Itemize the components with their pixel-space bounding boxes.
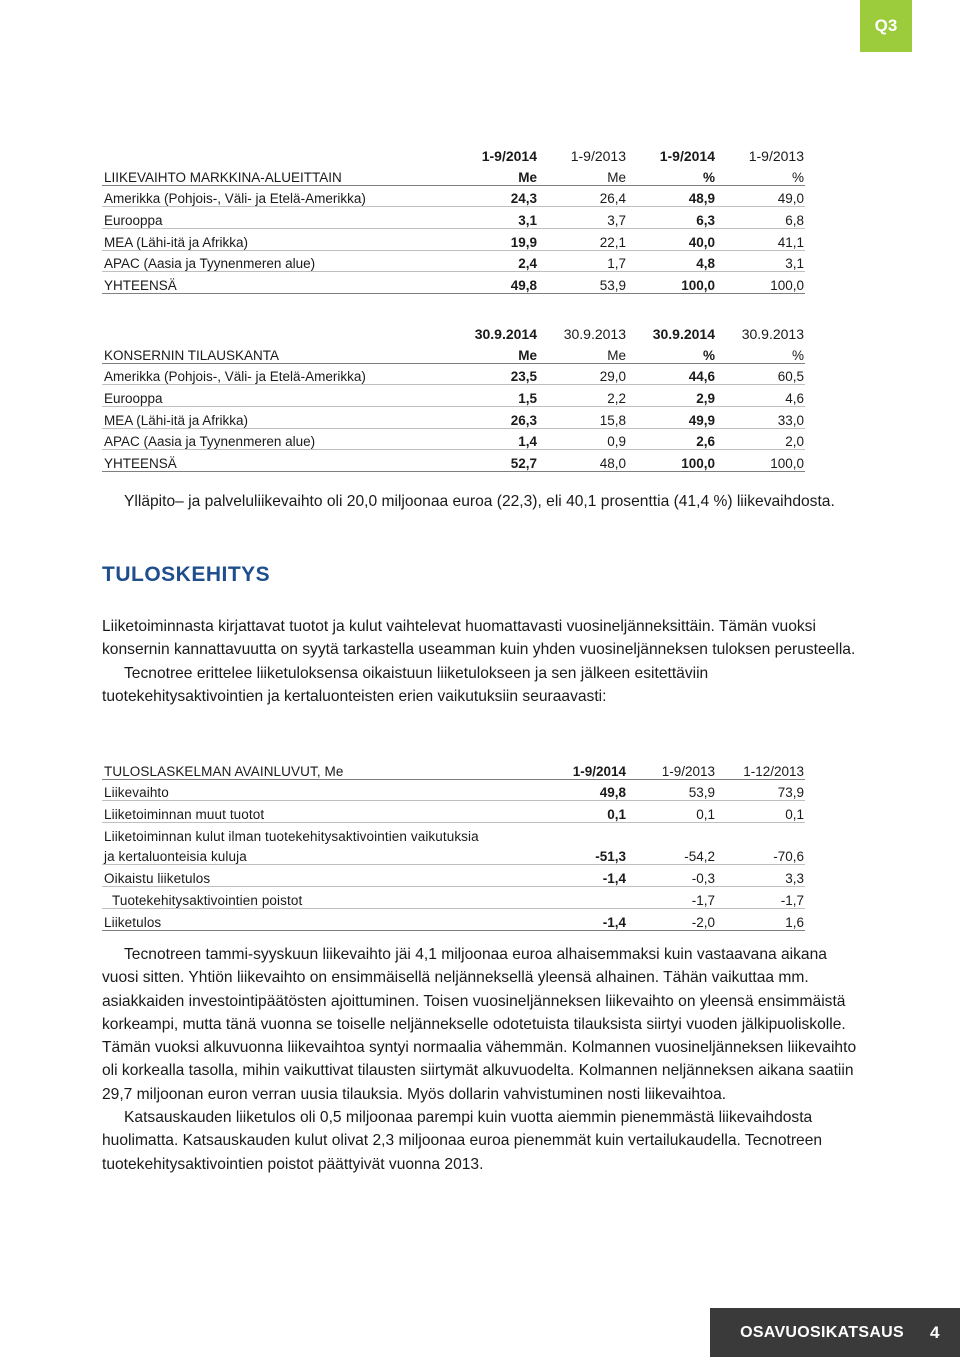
- revenue-paragraph: Tecnotreen tammi-syyskuun liikevaihto jäi 4,1 miljoonaa euroa alhaisemmaksi kuin vastaavana aikana vuosi sitten. Yhtiön liikevaihto on ensimmäisellä neljänneksellä yleensä alhainen. Tähän vaikuttaa mm. asiakkaiden investointipäätösten ajoittuminen. Toisen vuosineljänneksen liikevaihto on yleensä ensimmäistä korkeampi, mutta tänä vuonna se toiselle neljännekselle odotetuista tilauksista siirtyi vuoden jälkipuoliskolle. Tämän vuoksi alkuvuonna liikevaihtoa syntyi normaalia vähemmän. Kolmannen vuosineljänneksen liikevaihto oli korkealla tasolla, mihin vaikuttivat tilausten siirtymät alkuvuodelta. Kolmannen neljänneksen aikana saatiin 29,7 miljoonan euron verran uusia tilauksia. Myös dollarin vahvistuminen nosti liikevaihtoa. Katsauskauden liiketulos oli 0,5 miljoonaa parempi kuin vuotta aiemmin pienemmästä liikevaihdosta huolimatta. Katsauskauden kulut olivat 2,3 miljoonaa euroa pienemmät kuin vertailukaudella. Tecnotreen tuotekehitysaktivointien poistot päättyivät vuonna 2013.: [102, 946, 857, 1173]
- revenue-by-market-table: [102, 142, 805, 294]
- page-number: 4: [930, 1322, 940, 1342]
- table-row: MEA (Lähi-itä ja Afrikka) 19,9 22,1 40,0 41,1: [102, 229, 805, 251]
- income-statement-table: [102, 758, 805, 931]
- table-row: Liiketoiminnan kulut ilman tuotekehitysaktivointien vaikutuksia: [104, 828, 479, 844]
- table-row: Tuotekehitysaktivointien poistot -1,7 -1,7: [102, 887, 805, 909]
- table-title: TULOSLASKELMAN AVAINLUVUT, Me: [104, 763, 344, 779]
- table-header-row: LIIKEVAIHTO MARKKINA-ALUEITTAIN Me Me % %: [102, 164, 805, 186]
- table-period-row: 1-9/2014 1-9/2013 1-9/2014 1-9/2013: [481, 148, 804, 164]
- table-row: ja kertaluonteisia kuluja -51,3 -54,2 -70,6: [102, 844, 805, 866]
- table-row: Eurooppa 1,5 2,2 2,9 4,6: [102, 385, 805, 407]
- table-total-row: YHTEENSÄ 49,8 53,9 100,0 100,0: [102, 272, 805, 294]
- table-row: Liikevaihto 49,8 53,9 73,9: [102, 780, 805, 802]
- table-row: Amerikka (Pohjois-, Väli- ja Etelä-Amerikka) 24,3 26,4 48,9 49,0: [102, 186, 805, 208]
- table-row: Oikaistu liiketulos -1,4 -0,3 3,3: [102, 865, 805, 887]
- quarter-badge: Q3: [860, 0, 912, 52]
- table-row: Amerikka (Pohjois-, Väli- ja Etelä-Amerikka) 23,5 29,0 44,6 60,5: [102, 364, 805, 386]
- table-row: Liiketoiminnan muut tuotot 0,1 0,1 0,1: [102, 801, 805, 823]
- table-row: APAC (Aasia ja Tyynenmeren alue) 2,4 1,7 4,8 3,1: [102, 251, 805, 273]
- table-row: MEA (Lähi-itä ja Afrikka) 26,3 15,8 49,9 33,0: [102, 407, 805, 429]
- table-total-row: YHTEENSÄ 52,7 48,0 100,0 100,0: [102, 450, 805, 472]
- table-title: KONSERNIN TILAUSKANTA: [104, 347, 280, 363]
- table-header-row: TULOSLASKELMAN AVAINLUVUT, Me 1-9/2014 1-9/2013 1-12/2013: [102, 758, 805, 780]
- footer-label: OSAVUOSIKATSAUS: [740, 1323, 904, 1341]
- section-heading: TULOSKEHITYS: [102, 563, 271, 586]
- table-row: Eurooppa 3,1 3,7 6,3 6,8: [102, 207, 805, 229]
- table-period-row: 30.9.2014 30.9.2013 30.9.2014 30.9.2013: [474, 326, 804, 342]
- table-row: APAC (Aasia ja Tyynenmeren alue) 1,4 0,9 2,6 2,0: [102, 429, 805, 451]
- table-total-row: Liiketulos -1,4 -2,0 1,6: [102, 909, 805, 931]
- table-header-row: KONSERNIN TILAUSKANTA Me Me % %: [102, 342, 805, 364]
- table-title: LIIKEVAIHTO MARKKINA-ALUEITTAIN: [104, 169, 342, 185]
- maintenance-paragraph: Ylläpito– ja palveluliikevaihto oli 20,0 miljoonaa euroa (22,3), eli 40,1 prosenttia (41,4 %) liikevaihdosta.: [124, 493, 835, 510]
- seasonality-paragraph: Liiketoiminnasta kirjattavat tuotot ja kulut vaihtelevat huomattavasti vuosineljänneksittäin. Tämän vuoksi konsernin kannattavuutta on syytä tarkastella useamman kuin yhden vuosineljänneksen tuloksen perusteella. Tecnotree erittelee liiketuloksensa oikaistuun liiketulokseen ja sen jälkeen esitettäviin tuotekehitysaktivointien ja kertaluonteisten erien vaikutuksiin seuraavasti:: [102, 618, 856, 705]
- page-footer: [710, 1308, 960, 1357]
- order-backlog-table: [102, 320, 805, 472]
